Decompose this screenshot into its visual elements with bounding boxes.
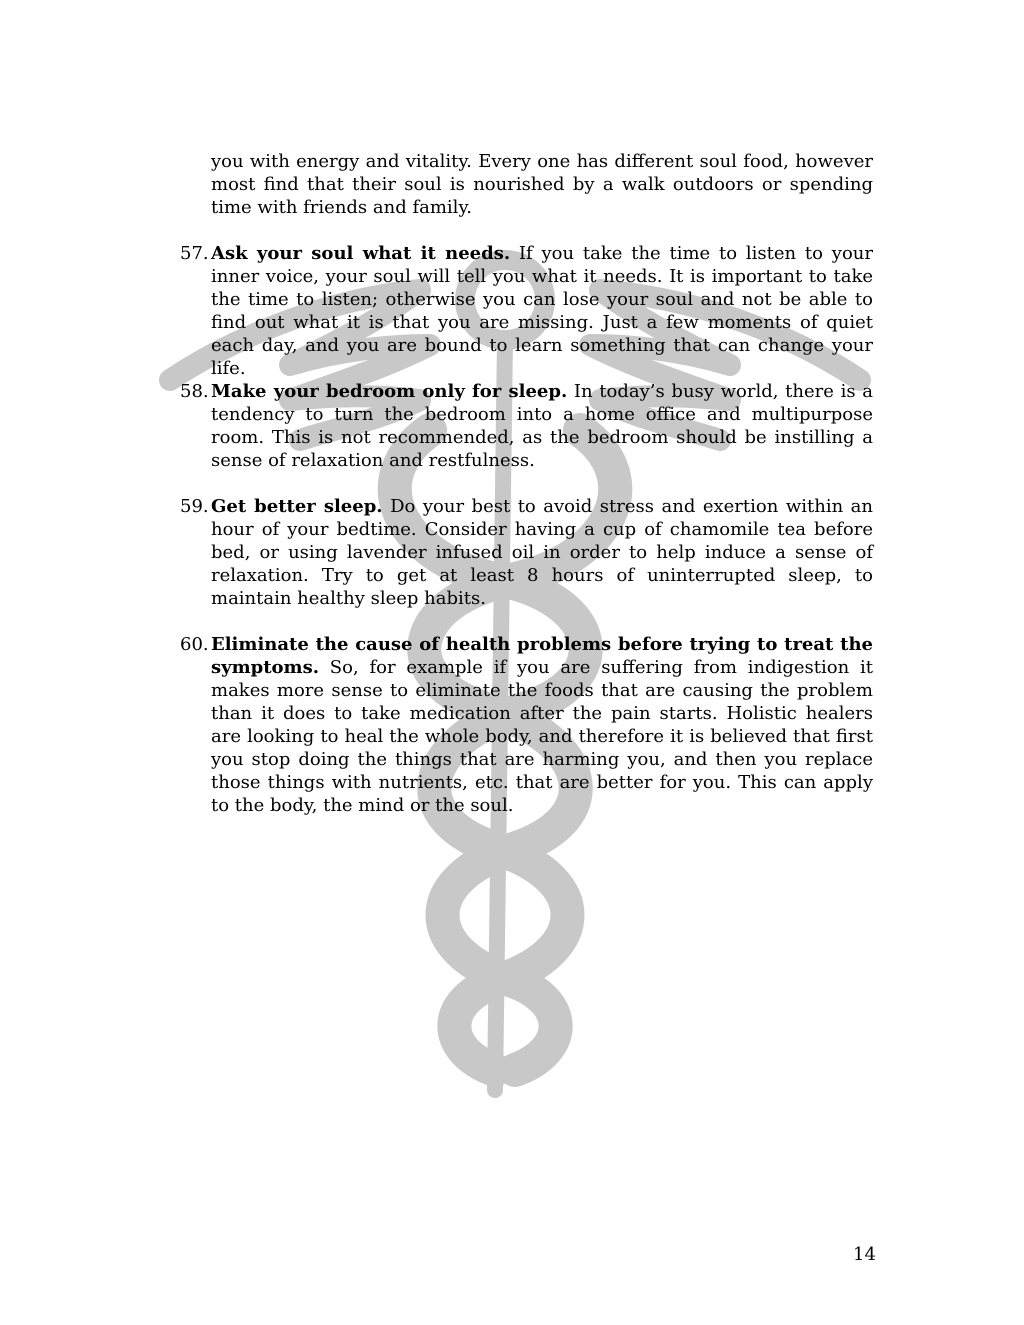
list-number: 60.: [180, 634, 209, 655]
list-item-57: [180, 242, 873, 380]
list-item-body: Do your best to avoid stress and exertion within an hour of your bedtime. Consider having a cup of chamomile tea before bed, or using lavender infused oil in order to help induce a sense of relaxation. Try to get at least 8 hours of uninterrupted sleep, to maintain healthy sleep habits.: [211, 496, 873, 609]
list-item-text: [211, 495, 873, 610]
list-number: 58.: [180, 381, 209, 402]
paragraph-continuation: you with energy and vitality. Every one has different soul food, however most find that their soul is nourished by a walk outdoors or spending time with friends and family.: [211, 151, 873, 218]
list-item-58: [180, 380, 873, 472]
list-item-text: [211, 242, 873, 380]
list-item-body: In today’s busy world, there is a tendency to turn the bedroom into a home office and multipurpose room. This is not recommended, as the bedroom should be instilling a sense of relaxation and restfulness.: [211, 381, 873, 471]
list-item-text: [211, 380, 873, 472]
list-item-body: If you take the time to listen to your inner voice, your soul will tell you what it needs. It is important to take the time to listen; otherwise you can lose your soul and not be able to find out what it is that you are missing. Just a few moments of quiet each day, and you are bound to learn something that can change your life.: [211, 243, 873, 379]
list-item-heading: Ask your soul what it needs.: [211, 243, 511, 264]
list-number: 59.: [180, 496, 209, 517]
page-number: 14: [853, 1244, 876, 1265]
list-item-heading: Eliminate the cause of health problems before trying to treat the symptoms.: [211, 634, 873, 678]
list-item-heading: Make your bedroom only for sleep.: [211, 381, 568, 402]
list-item-heading: Get better sleep.: [211, 496, 383, 517]
list-item-59: [180, 495, 873, 610]
list-item-text: [211, 633, 873, 817]
list-number: 57.: [180, 243, 209, 264]
list-item-body: So, for example if you are suffering from indigestion it makes more sense to eliminate the foods that are causing the problem than it does to take medication after the pain starts. Holistic healers are looking to heal the whole body, and therefore it is believed that first you stop doing the things that are harming you, and then you replace those things with nutrients, etc. that are better for you. This can apply to the body, the mind or the soul.: [211, 657, 873, 816]
document-body: [180, 150, 873, 817]
list-item-60: [180, 633, 873, 817]
